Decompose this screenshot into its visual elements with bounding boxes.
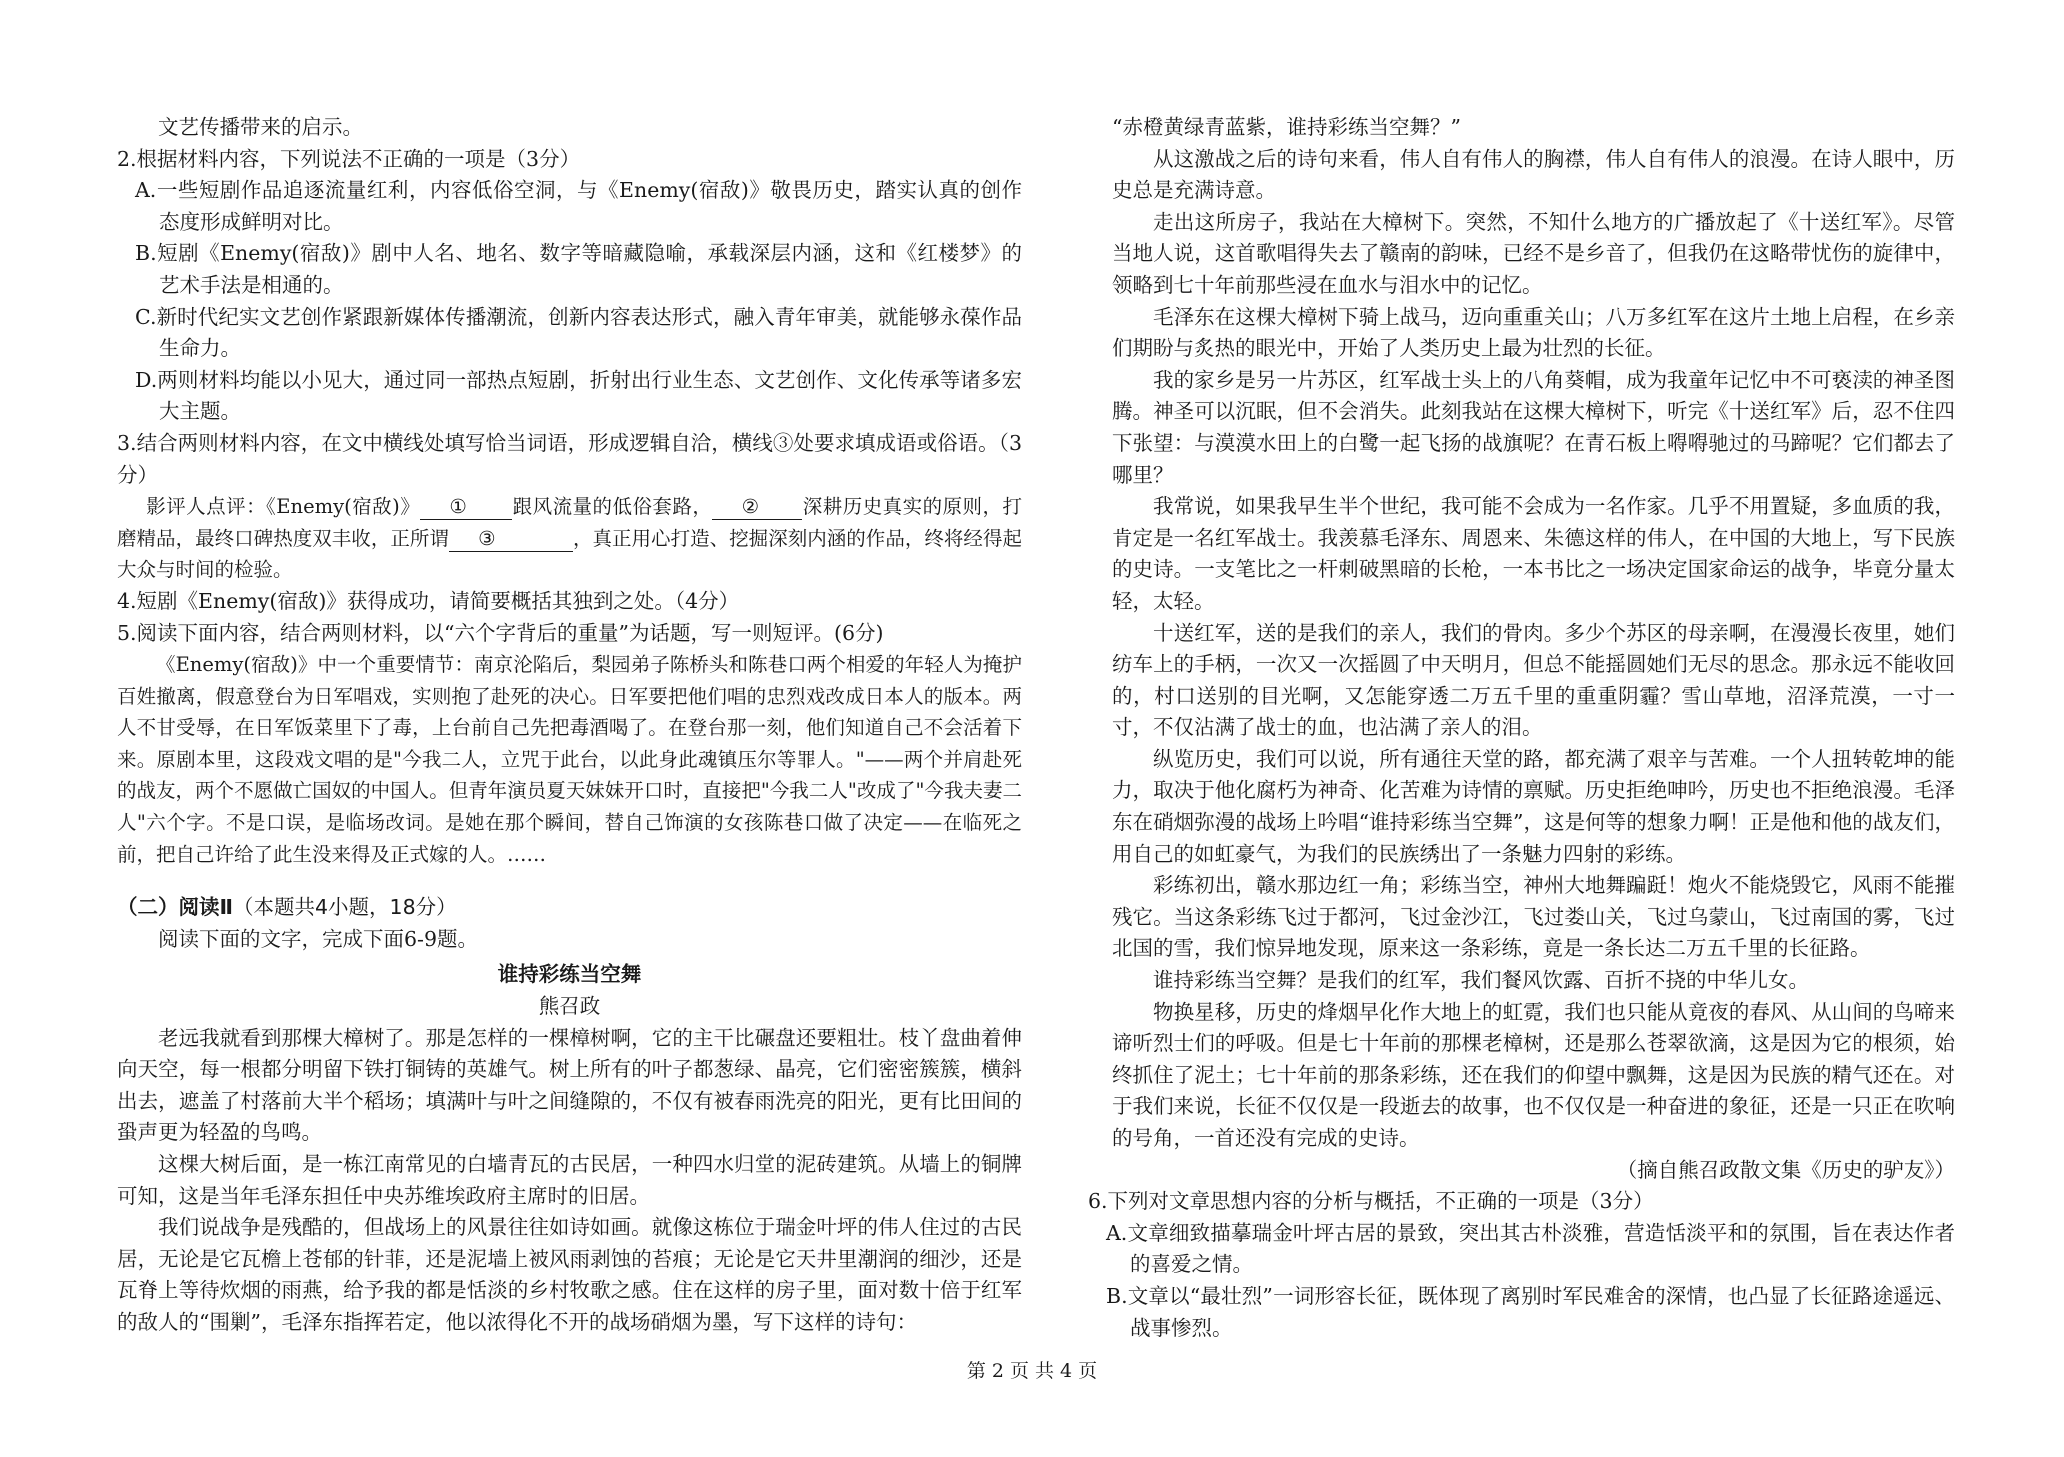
article-paragraph: 毛泽东在这棵大樟树下骑上战马，迈向重重关山；八万多红军在这片土地上启程，在乡亲们期盼与炙热的眼光中，开始了人类历史上最为壮烈的长征。	[1112, 304, 1955, 361]
material-ending: 文艺传播带来的启示。	[158, 115, 363, 139]
section-heading	[117, 892, 1022, 924]
question-3-text	[117, 491, 1022, 586]
left-column	[117, 112, 1022, 1339]
blank-1: ①	[420, 495, 512, 520]
article-paragraph: 走出这所房子，我站在大樟树下。突然，不知什么地方的广播放起了《十送红军》。尽管当地人说，这首歌唱得失去了赣南的韵味，已经不是乡音了，但我仍在这略带忧伤的旋律中，领略到七十年前那些浸在血水与泪水中的记忆。	[1112, 209, 1955, 297]
article-paragraph: 这棵大树后面，是一栋江南常见的白墙青瓦的古民居，一种四水归堂的泥砖建筑。从墙上的铜牌可知，这是当年毛泽东担任中央苏维埃政府主席时的旧居。	[117, 1152, 1022, 1208]
section-meta: （本题共4小题，18分）	[233, 895, 457, 920]
article-paragraph: 老远我就看到那棵大樟树了。那是怎样的一棵樟树啊，它的主干比碾盘还要粗壮。枝丫盘曲着伸向天空，每一根都分明留下铁打铜铸的英雄气。树上所有的叶子都葱绿、晶亮，它们密密簇簇，横斜出去，遮盖了村落前大半个稻场；填满叶与叶之间缝隙的，不仅有被春雨洗亮的阳光，更有比田间的蛩声更为轻盈的鸟鸣。	[117, 1025, 1022, 1145]
article-paragraph: 我们说战争是残酷的，但战场上的风景往往如诗如画。就像这栋位于瑞金叶坪的伟人住过的古民居，无论是它瓦檐上苍郁的针菲，还是泥墙上被风雨剥蚀的苔痕；无论是它天井里潮润的细沙，还是瓦脊上等待炊烟的雨燕，给予我的都是恬淡的乡村牧歌之感。住在这样的房子里，面对数十倍于红军的敌人的“围剿”，毛泽东指挥若定，他以浓得化不开的战场硝烟为墨，写下这样的诗句：	[117, 1215, 1022, 1334]
question-6-option-b: B.文章以“最壮烈”一词形容长征，既体现了离别时军民难舍的深情，也凸显了长征路途遥远、战事惨烈。	[1106, 1283, 1955, 1340]
question-6-option-a: A.文章细致描摹瑞金叶坪古居的景致，突出其古朴淡雅，营造恬淡平和的氛围，旨在表达作者的喜爱之情。	[1106, 1220, 1955, 1277]
question-3-stem: 3.结合两则材料内容，在文中横线处填写恰当词语，形成逻辑自洽，横线③处要求填成语或俗语。（3分）	[117, 430, 1022, 487]
blank-2: ②	[712, 495, 802, 520]
question-4: 4.短剧《Enemy(宿敌)》获得成功，请简要概括其独到之处。（4分）	[117, 588, 740, 613]
question-2-stem: 2.根据材料内容，下列说法不正确的一项是（3分）	[117, 146, 581, 171]
article-title: 谁持彩练当空舞	[497, 962, 642, 987]
question-2-option-d: D.两则材料均能以小见大，通过同一部热点短剧，折射出行业生态、文艺创作、文化传承等诸多宏大主题。	[135, 367, 1022, 424]
article-paragraph: 彩练初出，赣水那边红一角；彩练当空，神州大地舞蹁跹！炮火不能烧毁它，风雨不能摧残它。当这条彩练飞过于都河，飞过金沙江，飞过娄山关，飞过乌蒙山，飞过南国的雾，飞过北国的雪，我们惊异地发现，原来这一条彩练，竟是一条长达二万五千里的长征路。	[1112, 873, 1955, 961]
section-instruction: 阅读下面的文字，完成下面6-9题。	[158, 926, 479, 951]
poem-line: “赤橙黄绿青蓝紫，谁持彩练当空舞？”	[1112, 115, 1461, 139]
question-5-stem: 5.阅读下面内容，结合两则材料，以“六个字背后的重量”为话题，写一则短评。(6分)	[117, 620, 884, 645]
article-paragraph: 十送红军，送的是我们的亲人，我们的骨肉。多少个苏区的母亲啊，在漫漫长夜里，她们纺车上的手柄，一次又一次摇圆了中天明月，但总不能摇圆她们无尽的思念。那永远不能收回的，村口送别的目光啊，又怎能穿透二万五千里的重重阴霾？雪山草地，沼泽荒漠，一寸一寸，不仅沾满了战士的血，也沾满了亲人的泪。	[1112, 620, 1955, 740]
article-paragraph: 我的家乡是另一片苏区，红军战士头上的八角葵帽，成为我童年记忆中不可亵渎的神圣图腾。神圣可以沉眠，但不会消失。此刻我站在这棵大樟树下，听完《十送红军》后，忍不住四下张望：与漠漠水田上的白鹭一起飞扬的战旗呢？在青石板上嘚嘚驰过的马蹄呢？它们都去了哪里？	[1112, 367, 1955, 487]
article-paragraph: 我常说，如果我早生半个世纪，我可能不会成为一名作家。几乎不用置疑，多血质的我，肯定是一名红军战士。我羡慕毛泽东、周恩来、朱德这样的伟人，在中国的大地上，写下民族的史诗。一支笔比之一杆刺破黑暗的长枪，一本书比之一场决定国家命运的战争，毕竟分量太轻，太轻。	[1112, 494, 1955, 613]
question-2-option-b: B.短剧《Enemy(宿敌)》剧中人名、地名、数字等暗藏隐喻，承载深层内涵，这和《红楼梦》的艺术手法是相通的。	[135, 241, 1022, 297]
article-author: 熊召政	[538, 994, 601, 1019]
section-title: （二）阅读Ⅱ	[117, 895, 234, 920]
blank-3: ③	[449, 527, 573, 552]
article-paragraph: 物换星移，历史的烽烟早化作大地上的虹霓，我们也只能从竟夜的春风、从山间的鸟啼来谛听烈士们的呼吸。但是七十年前的那棵老樟树，还是那么苍翠欲滴，这是因为它的根须，始终抓住了泥土；七十年前的那条彩练，还在我们的仰望中飘舞，这是因为民族的精气还在。对于我们来说，长征不仅仅是一段逝去的故事，也不仅仅是一种奋进的象征，还是一只正在吹响的号角，一首还没有完成的史诗。	[1112, 999, 1955, 1150]
article-paragraph: 从这激战之后的诗句来看，伟人自有伟人的胸襟，伟人自有伟人的浪漫。在诗人眼中，历史总是充满诗意。	[1112, 146, 1955, 203]
article-source: （摘自熊召政散文集《历史的驴友》）	[1616, 1157, 1955, 1182]
article-paragraph: 谁持彩练当空舞？是我们的红军，我们餐风饮露、百折不挠的中华儿女。	[1153, 968, 1809, 993]
question-2-option-a: A.一些短剧作品追逐流量红利，内容低俗空洞，与《Enemy(宿敌)》敬畏历史，踏实认真的创作态度形成鲜明对比。	[135, 178, 1022, 234]
question-3-text-part: 深耕历史真实的原则，打磨精品，最终口碑热度双丰收，正所谓	[117, 495, 1022, 550]
question-3-text-part: 跟风流量的低俗套路，	[512, 495, 713, 519]
question-3-text-part: ，真正用心打造、挖掘深刻内涵的作品，终将经得起大众与时间的检验。	[117, 526, 1022, 582]
question-5-passage: 《Enemy(宿敌)》中一个重要情节：南京沦陷后，梨园弟子陈桥头和陈巷口两个相爱的年轻人为掩护百姓撤离，假意登台为日军唱戏，实则抱了赴死的决心。日军要把他们唱的忠烈戏改成日本人的版本。两人不甘受辱，在日军饭菜里下了毒，上台前自己先把毒酒喝了。在登台那一刻，他们知道自己不会活着下来。原剧本里，这段戏文唱的是"今我二人，立咒于此台，以此身此魂镇压尔等罪人。"——两个并肩赴死的战友，两个不愿做亡国奴的中国人。但青年演员夏天妹妹开口时，直接把"今我二人"改成了"今我夫妻二人"六个字。不是口误，是临场改词。是她在那个瞬间，替自己饰演的女孩陈巷口做了决定——在临死之前，把自己许给了此生没来得及正式嫁的人。……	[117, 653, 1022, 866]
question-6-stem: 6.下列对文章思想内容的分析与概括，不正确的一项是（3分）	[1088, 1189, 1654, 1214]
page-footer: 第 2 页 共 4 页	[966, 1360, 1098, 1382]
right-column	[1088, 112, 1955, 1344]
question-3-text-part: 影评人点评：《Enemy(宿敌)》	[146, 495, 421, 519]
question-2-option-c: C.新时代纪实文艺创作紧跟新媒体传播潮流，创新内容表达形式，融入青年审美，就能够永葆作品生命力。	[135, 304, 1022, 361]
article-paragraph: 纵览历史，我们可以说，所有通往天堂的路，都充满了艰辛与苦难。一个人扭转乾坤的能力，取决于他化腐朽为神奇、化苦难为诗情的禀赋。历史拒绝呻吟，历史也不拒绝浪漫。毛泽东在硝烟弥漫的战场上吟唱“谁持彩练当空舞”，这是何等的想象力啊！正是他和他的战友们，用自己的如虹豪气，为我们的民族绣出了一条魅力四射的彩练。	[1112, 746, 1955, 866]
